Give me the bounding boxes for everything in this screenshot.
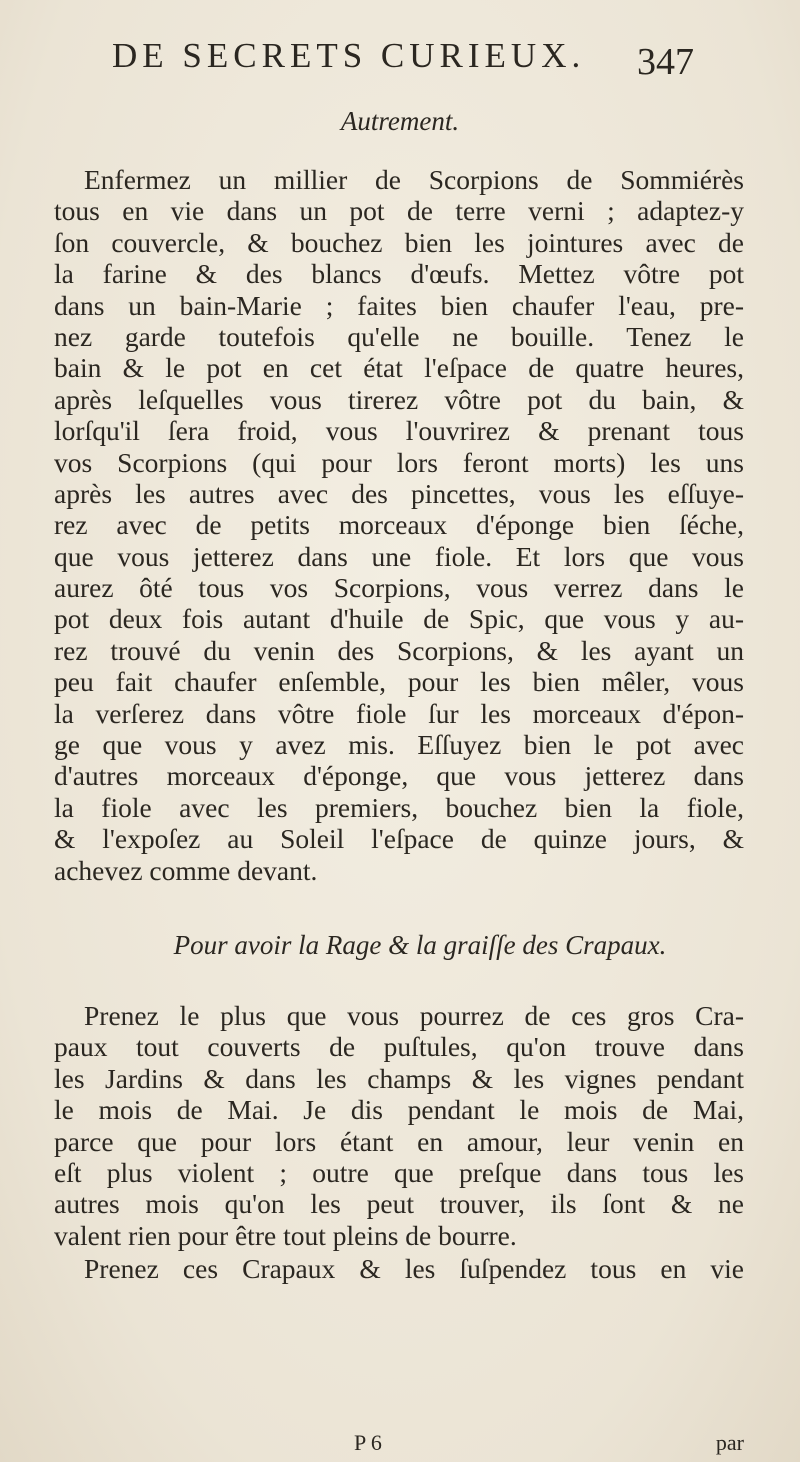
text-line: rez avec de petits morceaux d'éponge bien ſéche, [54, 509, 744, 541]
text-line: Enfermez un millier de Scorpions de Sommiérès [84, 164, 744, 195]
text-line: aurez ôté tous vos Scorpions, vous verrez dans le [54, 572, 744, 604]
text-line: Prenez le plus que vous pourrez de ces gros Cra- [84, 1000, 744, 1031]
text-line: bain & le pot en cet état l'eſpace de quatre heures, [54, 352, 744, 384]
paragraph-scorpions [54, 164, 744, 886]
text-line: pot deux fois autant d'huile de Spic, que vous y au- [54, 603, 744, 635]
page-footer [54, 1430, 744, 1460]
text-line: que vous jetterez dans une fiole. Et lors que vous [54, 540, 744, 572]
text-line: eſt plus violent ; outre que preſque dans tous les [54, 1156, 744, 1188]
text-line: dans un bain-Marie ; faites bien chaufer l'eau, pre- [54, 289, 744, 321]
page-number: 347 [637, 41, 694, 83]
text-line: après les autres avec des pincettes, vous les eſſuye- [54, 477, 744, 509]
text-line: d'autres morceaux d'éponge, que vous jetterez dans [54, 760, 744, 792]
section-title: Autrement. [340, 106, 460, 136]
text-line: rez trouvé du venin des Scorpions, & les ayant un [54, 634, 744, 666]
text-line: lorſqu'il ſera froid, vous l'ouvrirez & prenant tous [54, 415, 744, 447]
text-line: nez garde toutefois qu'elle ne bouille. Tenez le [54, 320, 744, 352]
paragraph-crapaux-continued [54, 1253, 744, 1284]
text-line: tous en vie dans un pot de terre verni ; adaptez-y [54, 195, 744, 227]
text-line: autres mois qu'on les peut trouver, ils ſont & ne [54, 1188, 744, 1220]
text-line: la farine & des blancs d'œufs. Mettez vôtre pot [54, 258, 744, 290]
text-line: & l'expoſez au Soleil l'eſpace de quinze jours, & [54, 823, 744, 855]
text-line: la fiole avec les premiers, bouchez bien la fiole, [54, 791, 744, 823]
text-line: le mois de Mai. Je dis pendant le mois de Mai, [54, 1094, 744, 1126]
running-head: DE SECRETS CURIEUX. [112, 36, 586, 75]
text-line: la verſerez dans vôtre fiole ſur les morceaux d'épon- [54, 697, 744, 729]
text-line: peu fait chaufer enſemble, pour les bien mêler, vous [54, 666, 744, 698]
text-line: paux tout couverts de puſtules, qu'on trouve dans [54, 1031, 744, 1063]
page-header [112, 36, 742, 96]
text-line: valent rien pour être tout pleins de bourre. [54, 1219, 517, 1251]
catchword: par [715, 1430, 744, 1455]
text-line: les Jardins & dans les champs & les vignes pendant [54, 1062, 744, 1094]
text-line: ſon couvercle, & bouchez bien les jointures avec de [54, 226, 744, 258]
text-line: après leſquelles vous tirerez vôtre pot du bain, & [54, 383, 744, 415]
signature-mark: P 6 [354, 1430, 382, 1455]
paragraph-crapaux [54, 1000, 744, 1251]
text-line: Prenez ces Crapaux & les ſuſpendez tous en vie [84, 1253, 744, 1284]
text-line: parce que pour lors étant en amour, leur venin en [54, 1125, 744, 1157]
subsection-title: Pour avoir la Rage & la graiſſe des Crapaux. [173, 930, 667, 960]
text-line: vos Scorpions (qui pour lors feront morts) les uns [54, 446, 744, 478]
text-line: ge que vous y avez mis. Eſſuyez bien le pot avec [54, 729, 744, 761]
text-line: achevez comme devant. [54, 854, 318, 886]
